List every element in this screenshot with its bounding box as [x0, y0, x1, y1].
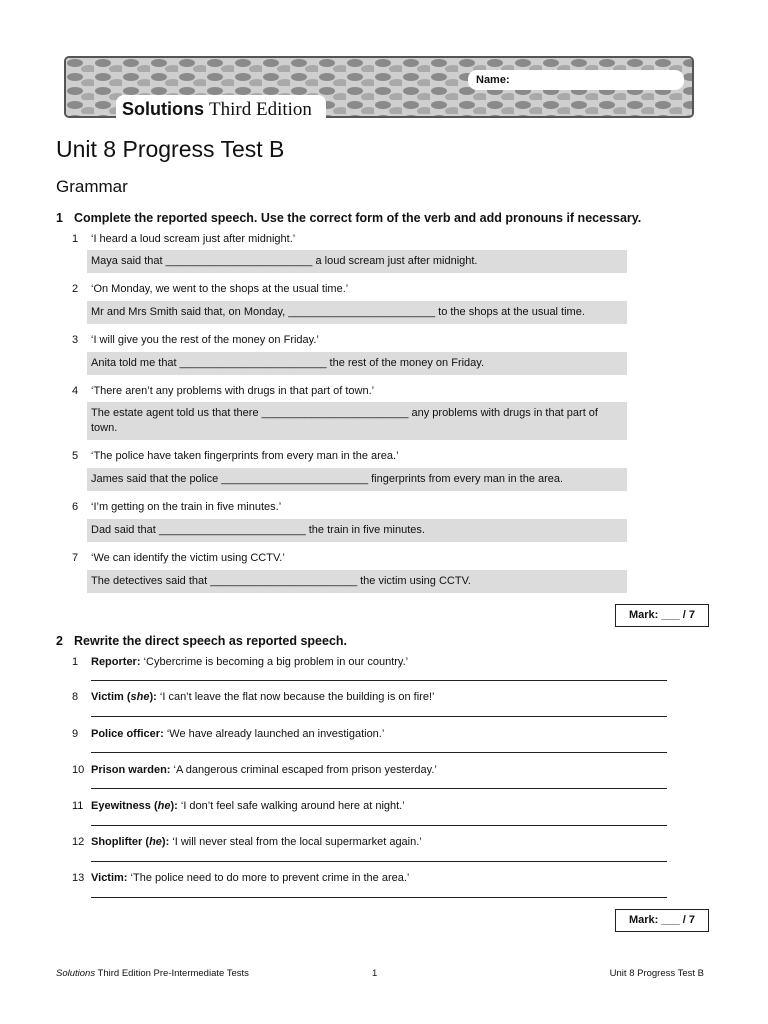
mark-box: Mark: ___ / 7 [615, 604, 709, 627]
item-number: 10 [72, 764, 85, 776]
section-title: Grammar [56, 177, 128, 196]
speaker-label: Eyewitness (he): [91, 800, 178, 812]
item-number: 9 [72, 728, 79, 740]
speech-quote: ‘Cybercrime is becoming a big problem in our country.’ [143, 656, 409, 668]
item-number: 8 [72, 691, 79, 703]
page-title: Unit 8 Progress Test B [56, 136, 285, 162]
speech-quote: ‘A dangerous criminal escaped from prison yesterday.’ [173, 764, 437, 776]
speech-quote: ‘We have already launched an investigation.’ [166, 728, 385, 740]
speech-prompt [91, 764, 437, 776]
exercise2-text: Rewrite the direct speech as reported speech. [74, 634, 348, 648]
write-line[interactable] [91, 825, 667, 826]
speaker-label: Shoplifter (he): [91, 836, 170, 848]
exercise2-instruction [56, 634, 347, 648]
write-line[interactable] [91, 788, 667, 789]
footer-right: Unit 8 Progress Test B [609, 968, 704, 979]
brand-edition: Third Edition [209, 99, 312, 120]
item-number: 7 [72, 552, 79, 564]
exercise2-number: 2 [56, 634, 63, 648]
item-quote: ‘I’m getting on the train in five minutes.’ [91, 501, 282, 513]
item-quote: ‘There aren’t any problems with drugs in that part of town.’ [91, 385, 375, 397]
item-quote: ‘We can identify the victim using CCTV.’ [91, 552, 285, 564]
name-field[interactable] [468, 70, 684, 90]
exercise1-instruction [56, 211, 641, 225]
speech-prompt [91, 872, 409, 884]
item-number: 5 [72, 450, 79, 462]
speech-prompt [91, 836, 422, 848]
speech-prompt [91, 800, 405, 812]
speech-quote: ‘I don’t feel safe walking around here at night.’ [180, 800, 405, 812]
exercise1-text: Complete the reported speech. Use the correct form of the verb and add pronouns if necessary. [74, 211, 642, 225]
speech-prompt [91, 728, 384, 740]
speaker-label: Victim: [91, 872, 128, 884]
speaker-label: Police officer: [91, 728, 164, 740]
speaker-label: Prison warden: [91, 764, 171, 776]
speaker-label: Victim (she): [91, 691, 157, 703]
item-number: 1 [72, 656, 79, 668]
item-number: 1 [72, 233, 79, 245]
item-number: 13 [72, 872, 85, 884]
item-number: 2 [72, 283, 79, 295]
mark-box: Mark: ___ / 7 [615, 909, 709, 932]
brand-bold: Solutions [122, 99, 204, 119]
speech-prompt [91, 691, 434, 703]
answer-line[interactable]: Maya said that ________________________ a loud scream just after midnight. [87, 250, 627, 273]
item-quote: ‘On Monday, we went to the shops at the usual time.’ [91, 283, 349, 295]
answer-line[interactable]: James said that the police ________________________ fingerprints from every man in the area. [87, 468, 627, 491]
exercise1-number: 1 [56, 211, 63, 225]
item-number: 3 [72, 334, 79, 346]
footer-left: Solutions Third Edition Pre-Intermediate Tests [56, 968, 249, 979]
name-label: Name: [476, 74, 510, 86]
write-line[interactable] [91, 752, 667, 753]
brand-logo [116, 95, 326, 122]
item-number: 11 [72, 800, 84, 812]
write-line[interactable] [91, 716, 667, 717]
answer-line[interactable]: The estate agent told us that there ________________________ any problems with drugs in that part of town. [87, 402, 627, 440]
item-number: 4 [72, 385, 79, 397]
item-number: 12 [72, 836, 85, 848]
write-line[interactable] [91, 897, 667, 898]
answer-line[interactable]: The detectives said that ________________________ the victim using CCTV. [87, 570, 627, 593]
answer-line[interactable]: Mr and Mrs Smith said that, on Monday, ________________________ to the shops at the usual time. [87, 301, 627, 324]
answer-line[interactable]: Dad said that ________________________ the train in five minutes. [87, 519, 627, 542]
speech-prompt [91, 656, 408, 668]
page-number: 1 [372, 968, 378, 979]
item-quote: ‘I will give you the rest of the money on Friday.’ [91, 334, 319, 346]
item-number: 6 [72, 501, 79, 513]
write-line[interactable] [91, 680, 667, 681]
answer-line[interactable]: Anita told me that ________________________ the rest of the money on Friday. [87, 352, 627, 375]
speech-quote: ‘The police need to do more to prevent crime in the area.’ [130, 872, 410, 884]
speech-quote: ‘I can’t leave the flat now because the building is on fire!’ [159, 691, 435, 703]
speaker-label: Reporter: [91, 656, 141, 668]
item-quote: ‘The police have taken fingerprints from every man in the area.’ [91, 450, 399, 462]
item-quote: ‘I heard a loud scream just after midnight.’ [91, 233, 296, 245]
write-line[interactable] [91, 861, 667, 862]
speech-quote: ‘I will never steal from the local supermarket again.’ [172, 836, 422, 848]
